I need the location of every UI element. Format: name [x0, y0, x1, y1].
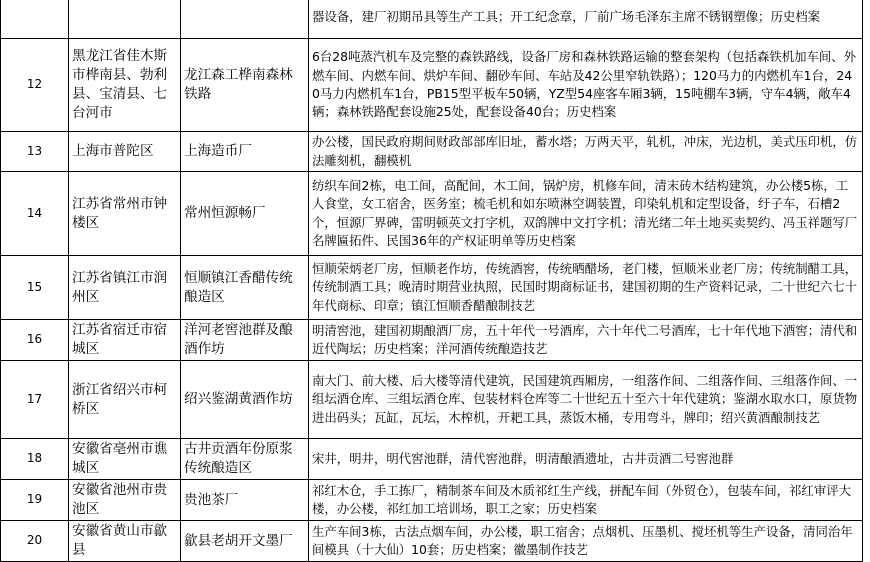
- row-name: 绍兴鉴湖黄酒作坊: [181, 361, 309, 439]
- row-number: 19: [1, 480, 69, 521]
- row-items: 6台28吨蒸汽机车及完整的森铁路线，设备厂房和森林铁路运输的整套架构（包括森铁机加车间、外燃车间、内燃车间、烘炉车间、翻砂车间、车站及42公里窄轨铁路）；120马力的内燃机车1台，240马力内燃机车1台，PB15型平板车50辆，YZ型54座客车厢3辆，15吨棚车3辆，守车4辆，敞车4辆；森林铁路配套设施25处，配套设备40台；历史档案: [309, 39, 863, 132]
- table-row: [1, 39, 863, 132]
- row-items: 生产车间3栋，古法点烟车间，办公楼，职工宿舍；点烟机、压墨机、搅坯机等生产设备，清同治年间模具（十大仙）10套；历史档案；徽墨制作技艺: [309, 521, 863, 562]
- table-row: [1, 521, 863, 562]
- row-number: 13: [1, 132, 69, 172]
- row-number: 17: [1, 361, 69, 439]
- table-row: [1, 320, 863, 361]
- table-row: [1, 480, 863, 521]
- row-name: 恒顺镇江香醋传统酿造区: [181, 256, 309, 320]
- row-items: 明清窖池，建国初期酿酒厂房，五十年代一号酒库，六十年代二号酒库，七十年代地下酒窖；清代和近代陶坛；历史档案；洋河酒传统酿造技艺: [309, 320, 863, 361]
- row-location: 上海市普陀区: [69, 132, 181, 172]
- row-name: 贵池茶厂: [181, 480, 309, 521]
- row-location: 浙江省绍兴市柯桥区: [69, 361, 181, 439]
- row-number: 18: [1, 439, 69, 480]
- row-items: 办公楼，国民政府期间财政部部库旧址，蓄水塔；万两天平，轧机，冲床，光边机，美式压印机，仿法雕刻机，翻模机: [309, 132, 863, 172]
- table-row: [1, 361, 863, 439]
- row-location: 安徽省黄山市歙县: [69, 521, 181, 562]
- row-items: 纺织车间2栋，电工间，高配间，木工间，锅炉房，机修车间，清末砖木结构建筑，办公楼5栋，工人食堂，女工宿舍，医务室；梳毛机和如东喷淋空调装置，印染轧机和定型设备，纡子车，石槽2个，恒源厂界碑，雷明顿英文打字机，双鸽牌中文打字机；清光绪二年土地买卖契约、冯玉祥题写厂名牌匾拓件、民国36年的产权证明单等历史档案: [309, 172, 863, 256]
- row-number: 12: [1, 39, 69, 132]
- row-name: 古井贡酒年份原浆传统酿造区: [181, 439, 309, 480]
- row-name: 上海造币厂: [181, 132, 309, 172]
- row-items: 宋井，明井，明代窖池群，清代窖池群，明清酿酒遗址，古井贡酒二号窖池群: [309, 439, 863, 480]
- table-row: [1, 256, 863, 320]
- row-items: 南大门、前大楼、后大楼等清代建筑，民国建筑西厢房，一组落作间、二组落作间、三组落作间、一组坛酒仓库、三组坛酒仓库、包装材料仓库等二十世纪五十至六十年代建筑；鉴湖水取水口，原货物进出码头；瓦缸，瓦坛，木榨机，开耙工具，蒸饭木桶，专用弯斗，牌印；绍兴黄酒酿制技艺: [309, 361, 863, 439]
- row-location: 江苏省宿迁市宿城区: [69, 320, 181, 361]
- row-number: [1, 0, 69, 39]
- table-row: [1, 172, 863, 256]
- table-row: [1, 132, 863, 172]
- row-number: 14: [1, 172, 69, 256]
- row-location: 江苏省常州市钟楼区: [69, 172, 181, 256]
- row-location: 安徽省亳州市谯城区: [69, 439, 181, 480]
- row-location: [69, 0, 181, 39]
- row-name: [181, 0, 309, 39]
- row-number: 15: [1, 256, 69, 320]
- row-number: 16: [1, 320, 69, 361]
- row-location: 安徽省池州市贵池区: [69, 480, 181, 521]
- row-location: 黑龙江省佳木斯市桦南县、勃利县、宝清县、七台河市: [69, 39, 181, 132]
- row-name: 龙江森工桦南森林铁路: [181, 39, 309, 132]
- row-number: 20: [1, 521, 69, 562]
- row-location: 江苏省镇江市润州区: [69, 256, 181, 320]
- row-name: 洋河老窖池群及酿酒作坊: [181, 320, 309, 361]
- row-items: 器设备，建厂初期吊具等生产工具；开工纪念章，厂前广场毛泽东主席不锈钢塑像；历史档案: [309, 0, 863, 39]
- table-row: [1, 0, 863, 39]
- row-items: 恒顺荣炳老厂房，恒顺老作坊，传统酒窖，传统晒醋场，老门楼，恒顺米业老厂房；传统制醋工具，传统制酒工具；晚清时期营业执照，民国时期商标证书，建国初期的生产资料记录，二十世纪六七十年代商标、印章；镇江恒顺香醋酿制技艺: [309, 256, 863, 320]
- row-name: 歙县老胡开文墨厂: [181, 521, 309, 562]
- row-name: 常州恒源畅厂: [181, 172, 309, 256]
- row-items: 祁红木仓，手工拣厂，精制茶车间及木质祁红生产线，拼配车间（外贸仓），包装车间，祁红审评大楼，办公楼，祁红加工培训场，职工之家；历史档案: [309, 480, 863, 521]
- table-row: [1, 439, 863, 480]
